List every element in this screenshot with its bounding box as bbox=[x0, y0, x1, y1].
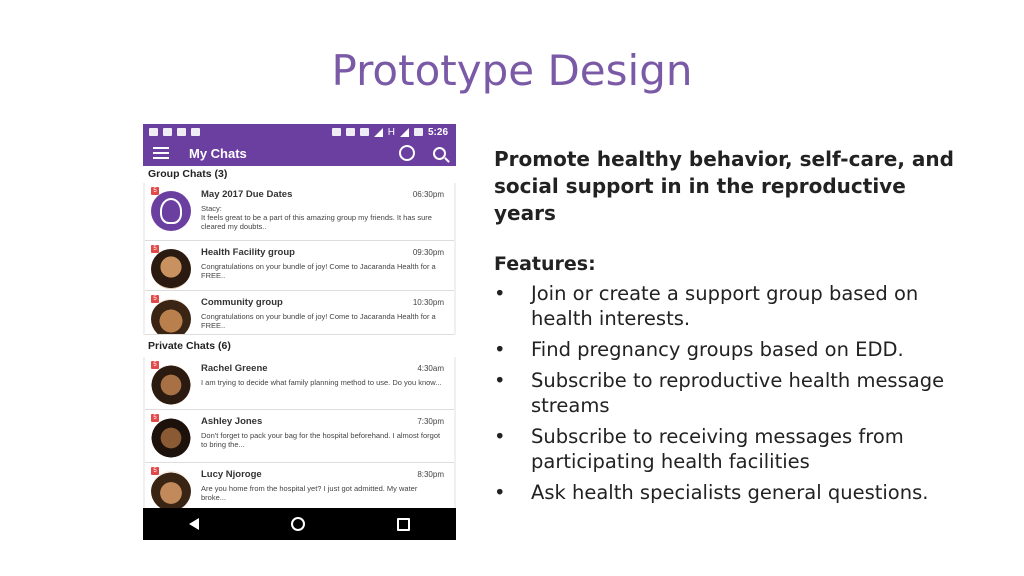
headline: Promote healthy behavior, self-care, and social support in in the reproductive years bbox=[494, 147, 954, 225]
chat-name: Rachel Greene bbox=[201, 363, 268, 374]
alarm-icon bbox=[360, 128, 369, 136]
avatar bbox=[151, 471, 191, 511]
chat-preview: I am trying to decide what family planning method to use. Do you know... bbox=[201, 378, 442, 387]
app-bar bbox=[143, 140, 456, 166]
home-icon[interactable] bbox=[291, 517, 305, 531]
status-time: 5:26 bbox=[427, 126, 448, 138]
chat-time: 09:30pm bbox=[412, 248, 444, 257]
phone-screenshot bbox=[143, 124, 456, 540]
chat-time: 4:30am bbox=[417, 364, 444, 373]
chat-preview: Congratulations on your bundle of joy! Come to Jacaranda Health for a FREE.. bbox=[201, 262, 436, 280]
private-chats-header: Private Chats (6) bbox=[143, 335, 456, 357]
image-icon bbox=[191, 128, 200, 136]
chat-time: 10:30pm bbox=[412, 298, 444, 307]
whatsapp-icon[interactable] bbox=[399, 145, 415, 161]
chat-bubble-icon bbox=[163, 128, 172, 136]
avatar bbox=[151, 365, 191, 405]
chat-time: 7:30pm bbox=[417, 417, 444, 426]
chat-name: May 2017 Due Dates bbox=[201, 189, 293, 200]
group-chats-header: Group Chats (3) bbox=[143, 166, 456, 183]
chat-name: Health Facility group bbox=[201, 247, 295, 258]
avatar bbox=[151, 249, 191, 289]
search-icon[interactable] bbox=[433, 147, 446, 160]
private-chat-list bbox=[143, 357, 456, 513]
chat-preview: Are you home from the hospital yet? I just got admitted. My water broke... bbox=[201, 484, 418, 502]
feature-item: • Join or create a support group based on health interests. bbox=[494, 282, 919, 330]
chat-name: Lucy Njoroge bbox=[201, 469, 262, 480]
unread-badge: 5 bbox=[151, 467, 159, 475]
feature-item: • Subscribe to reproductive health message streams bbox=[494, 369, 945, 417]
chat-time: 06:30pm bbox=[412, 190, 444, 199]
network-type: H bbox=[387, 126, 395, 138]
unread-badge: 5 bbox=[151, 187, 159, 195]
chat-item-ashley-jones[interactable] bbox=[145, 410, 454, 463]
facebook-icon bbox=[149, 128, 158, 136]
chat-item-community-group[interactable] bbox=[145, 291, 454, 335]
back-icon[interactable] bbox=[189, 518, 199, 530]
unread-badge: 5 bbox=[151, 361, 159, 369]
menu-icon[interactable] bbox=[153, 147, 169, 159]
vibrate-icon bbox=[346, 128, 355, 136]
recent-apps-icon[interactable] bbox=[397, 518, 410, 531]
android-nav-bar bbox=[143, 508, 456, 540]
slide-body bbox=[494, 146, 974, 511]
chat-item-health-facility-group[interactable] bbox=[145, 241, 454, 291]
chat-item-lucy-njoroge[interactable] bbox=[145, 463, 454, 513]
chat-item-rachel-greene[interactable] bbox=[145, 357, 454, 410]
feature-item: • Subscribe to receiving messages from participating health facilities bbox=[494, 425, 904, 473]
features-label: Features: bbox=[494, 253, 596, 275]
unread-badge: 5 bbox=[151, 245, 159, 253]
bluetooth-icon bbox=[332, 128, 341, 136]
group-chat-list bbox=[143, 183, 456, 335]
slide-title: Prototype Design bbox=[331, 46, 693, 95]
chat-name: Ashley Jones bbox=[201, 416, 263, 427]
feature-item: • Ask health specialists general questions. bbox=[494, 481, 929, 504]
chat-time: 8:30pm bbox=[417, 470, 444, 479]
chat-preview: Congratulations on your bundle of joy! Come to Jacaranda Health for a FREE.. bbox=[201, 312, 436, 330]
avatar bbox=[151, 299, 191, 335]
chat-preview: Stacy: It feels great to be a part of this amazing group my friends. It has sure cleared my doubts.. bbox=[201, 204, 432, 231]
unread-badge: 5 bbox=[151, 414, 159, 422]
battery-icon bbox=[414, 128, 423, 136]
app-title: My Chats bbox=[189, 145, 247, 161]
unread-badge: 5 bbox=[151, 295, 159, 303]
chat-name: Community group bbox=[201, 297, 283, 308]
status-bar bbox=[143, 124, 456, 140]
feature-item: • Find pregnancy groups based on EDD. bbox=[494, 338, 904, 361]
avatar bbox=[151, 418, 191, 458]
signal-bars-icon bbox=[400, 128, 409, 137]
chat-preview: Don't forget to pack your bag for the hospital beforehand. I almost forgot to bring the... bbox=[201, 431, 441, 449]
signal-icon bbox=[374, 128, 383, 137]
group-avatar bbox=[151, 191, 191, 231]
mail-icon bbox=[177, 128, 186, 136]
chat-item-may-2017-due-dates[interactable] bbox=[145, 183, 454, 241]
features-list bbox=[494, 281, 974, 505]
